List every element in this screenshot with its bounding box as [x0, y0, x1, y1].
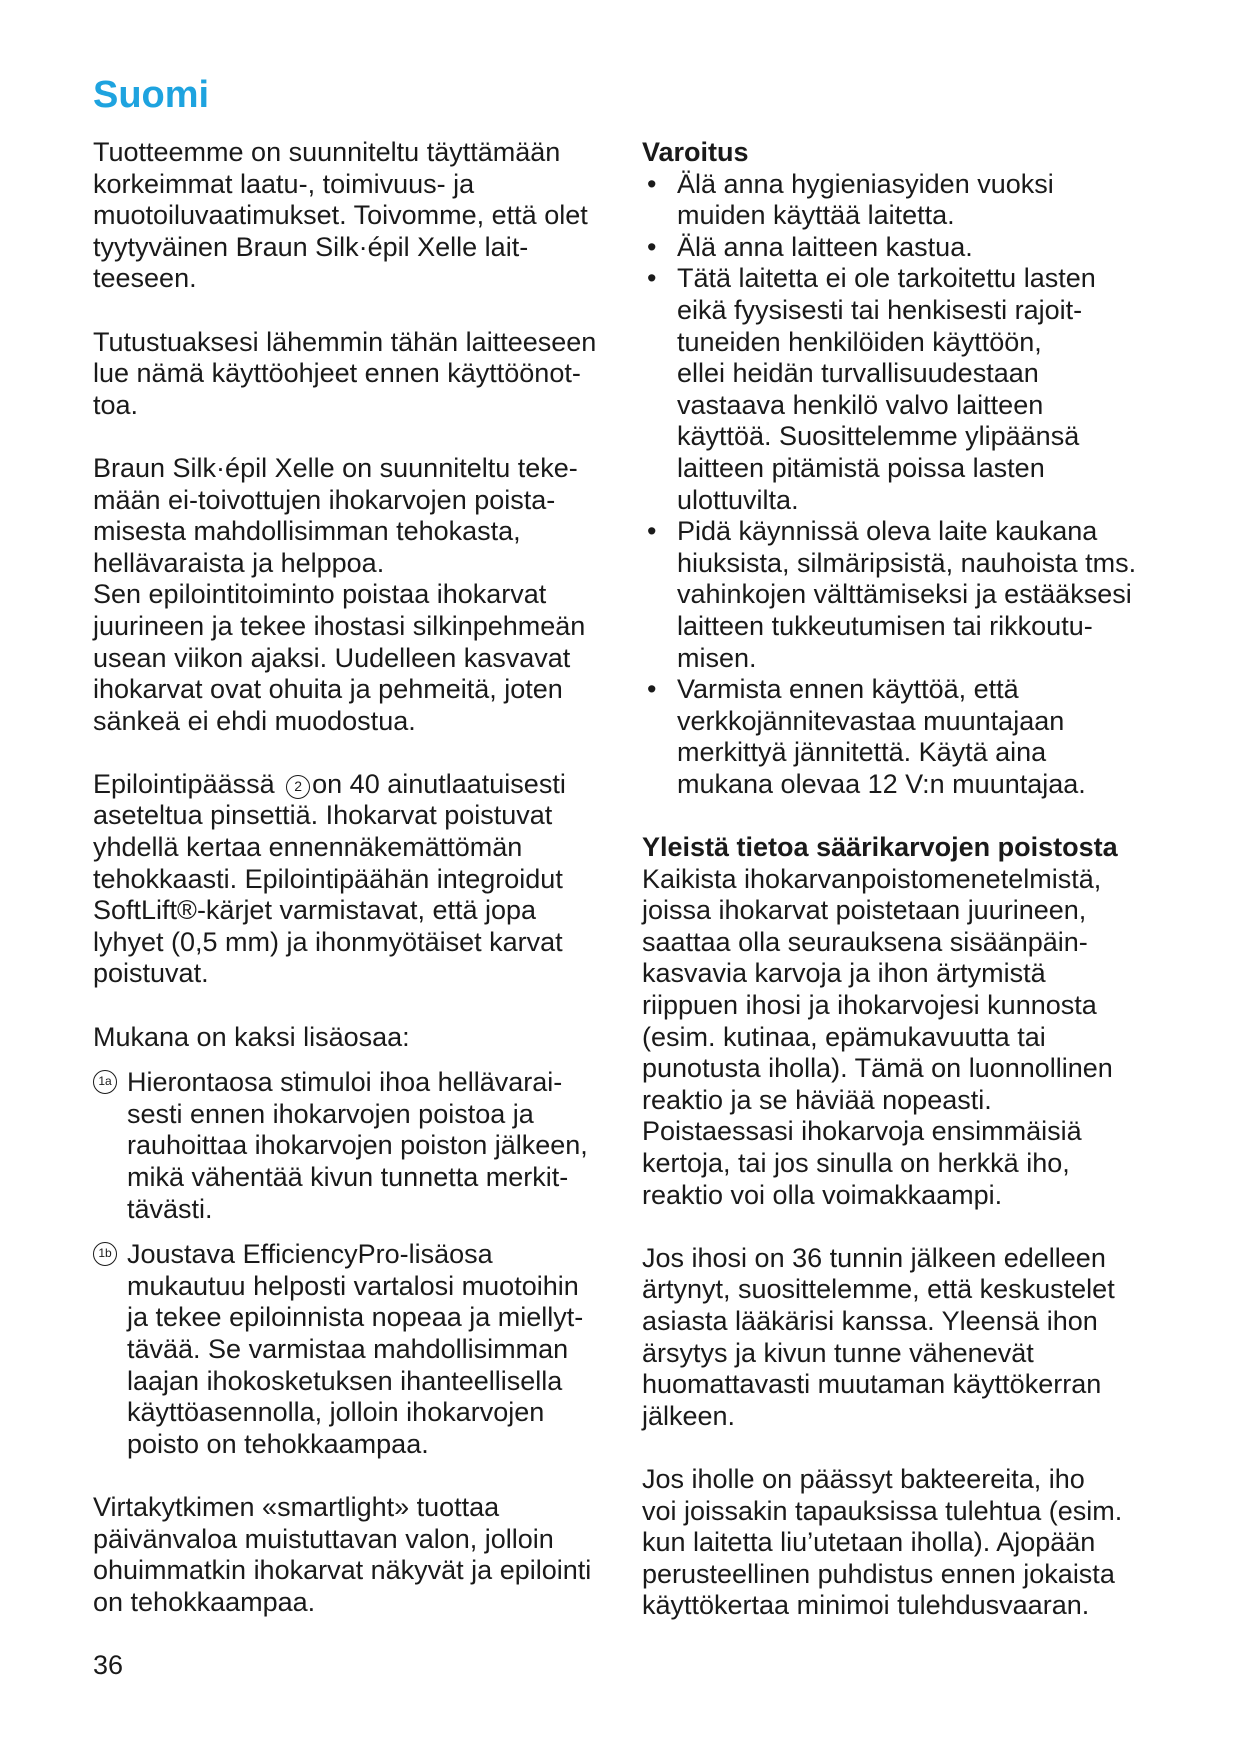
smartlight-paragraph: Virtakytkimen «smartlight» tuottaa päivänvaloa muistuttavan valon, jolloin ohuimmatkin ihokarvat näkyvät ja epilointi on tehokkaampaa. [93, 1491, 592, 1617]
warning-item: • Älä anna hygieniasyiden vuoksi muiden käyttää laitetta. [642, 169, 1162, 232]
infection-paragraph: Jos iholle on päässyt bakteereita, iho voi joissakin tapauksissa tulehtua (esim. kun laitetta liu’utetaan iholla). Ajopään perusteellinen puhdistus ennen jokaista käyttökertaa minimoi tulehdusvaaran. [642, 1463, 1123, 1621]
info-paragraph: Kaikista ihokarvanpoistomenetelmistä, joissa ihokarvat poistetaan juurineen, saattaa olla seurauksena sisäänpäin- kasvavia karvoja ja ihon ärtymistä riippuen ihosi ja ihokarvojesi kunnosta (esim. kutinaa, epämukavuutta tai punotusta iholla). Tämä on luonnollinen reaktio ja se häviää nopeasti. Poistaessasi ihokarvoja ensimmäisiä kertoja, tai jos sinulla on herkkä iho, reaktio voi olla voimakkaampi. [642, 863, 1113, 1210]
irritation-paragraph: Jos ihosi on 36 tunnin jälkeen edelleen ärtynyt, suosittelemme, että keskustelet asiasta lääkärisi kanssa. Yleensä ihon ärsytys ja kivun tunne vähenevät huomattavasti muutaman käyttökerran jälkeen. [642, 1242, 1115, 1431]
page-number: 36 [93, 1650, 124, 1680]
warning-item: • Varmista ennen käyttöä, että verkkojännitevastaa muuntajaan merkittyä jännitettä. Käytä aina mukana olevaa 12 V:n muuntajaa. [642, 674, 1162, 800]
warning-item: • Pidä käynnissä oleva laite kaukana hiuksista, silmäripsistä, nauhoista tms. vahinkojen välttämiseksi ja estääksesi laitteen tukkeutumisen tai rikkoutu- misen. [642, 516, 1162, 674]
left-column [93, 137, 628, 1618]
warning-item: • Älä anna laitteen kastua. [642, 232, 1162, 264]
part-number-2-marker: 2 [286, 775, 310, 799]
warning-heading: Varoitus [642, 137, 749, 167]
read-instructions-paragraph: Tutustuaksesi lähemmin tähän laitteeseen lue nämä käyttöohjeet ennen käyttöönot- toa. [93, 326, 597, 420]
page-title: Suomi [93, 74, 210, 116]
attachment-1b-item: 1b Joustava EfficiencyPro-lisäosa mukautuu helposti vartalosi muotoihin ja tekee epiloinnista nopeaa ja miellyt- tävää. Se varmistaa mahdollisimman laajan ihokosketuksen ihanteellisella käyttöasennolla, jolloin ihokarvojen poisto on tehokkaampaa. [93, 1239, 628, 1460]
part-1a-marker: 1a [93, 1070, 117, 1094]
info-heading: Yleistä tietoa säärikarvojen poistosta [642, 832, 1118, 863]
warning-list [642, 169, 1162, 801]
intro-paragraph: Tuotteemme on suunniteltu täyttämään korkeimmat laatu-, toimivuus- ja muotoiluvaatimukset. Toivomme, että olet tyytyväinen Braun Silk·épil Xelle lait- teeseen. [93, 137, 588, 294]
epilation-head-paragraph: Epilointipäässä 2 on 40 ainutlaatuisesti aseteltua pinsettiä. Ihokarvat poistuvat yhdellä kertaa ennennäkemättömän tehokkaasti. Epilointipäähän integroidut SoftLift®-kärjet varmistavat, että jopa lyhyet (0,5 mm) ja ihonmyötäiset karvat poistuvat. [93, 768, 566, 989]
warning-item: • Tätä laitetta ei ole tarkoitettu lasten eikä fyysisesti tai henkisesti rajoit- tuneiden henkilöiden käyttöön, ellei heidän turvallisuudestaan vastaava henkilö valvo laitteen käyttöä. Suosittelemme ylipäänsä laitteen pitämistä poissa lasten ulottuvilta. [642, 263, 1162, 516]
attachment-1a-item: 1a Hierontaosa stimuloi ihoa hellävarai- sesti ennen ihokarvojen poistoa ja rauhoittaa ihokarvojen poiston jälkeen, mikä vähentää kivun tunnetta merkit- tävästi. [93, 1067, 628, 1225]
product-description-paragraph: Braun Silk·épil Xelle on suunniteltu teke- mään ei-toivottujen ihokarvojen poista- misesta mahdollisimman tehokasta, hellävaraista ja helppoa. Sen epilointitoiminto poistaa ihokarvat juurineen ja tekee ihostasi silkinpehmeän usean viikon ajaksi. Uudelleen kasvavat ihokarvat ovat ohuita ja pehmeitä, joten sänkeä ei ehdi muodostua. [93, 452, 586, 736]
right-column [642, 137, 1162, 1622]
part-1b-marker: 1b [93, 1242, 117, 1266]
attachments-intro: Mukana on kaksi lisäosaa: [93, 1021, 410, 1052]
